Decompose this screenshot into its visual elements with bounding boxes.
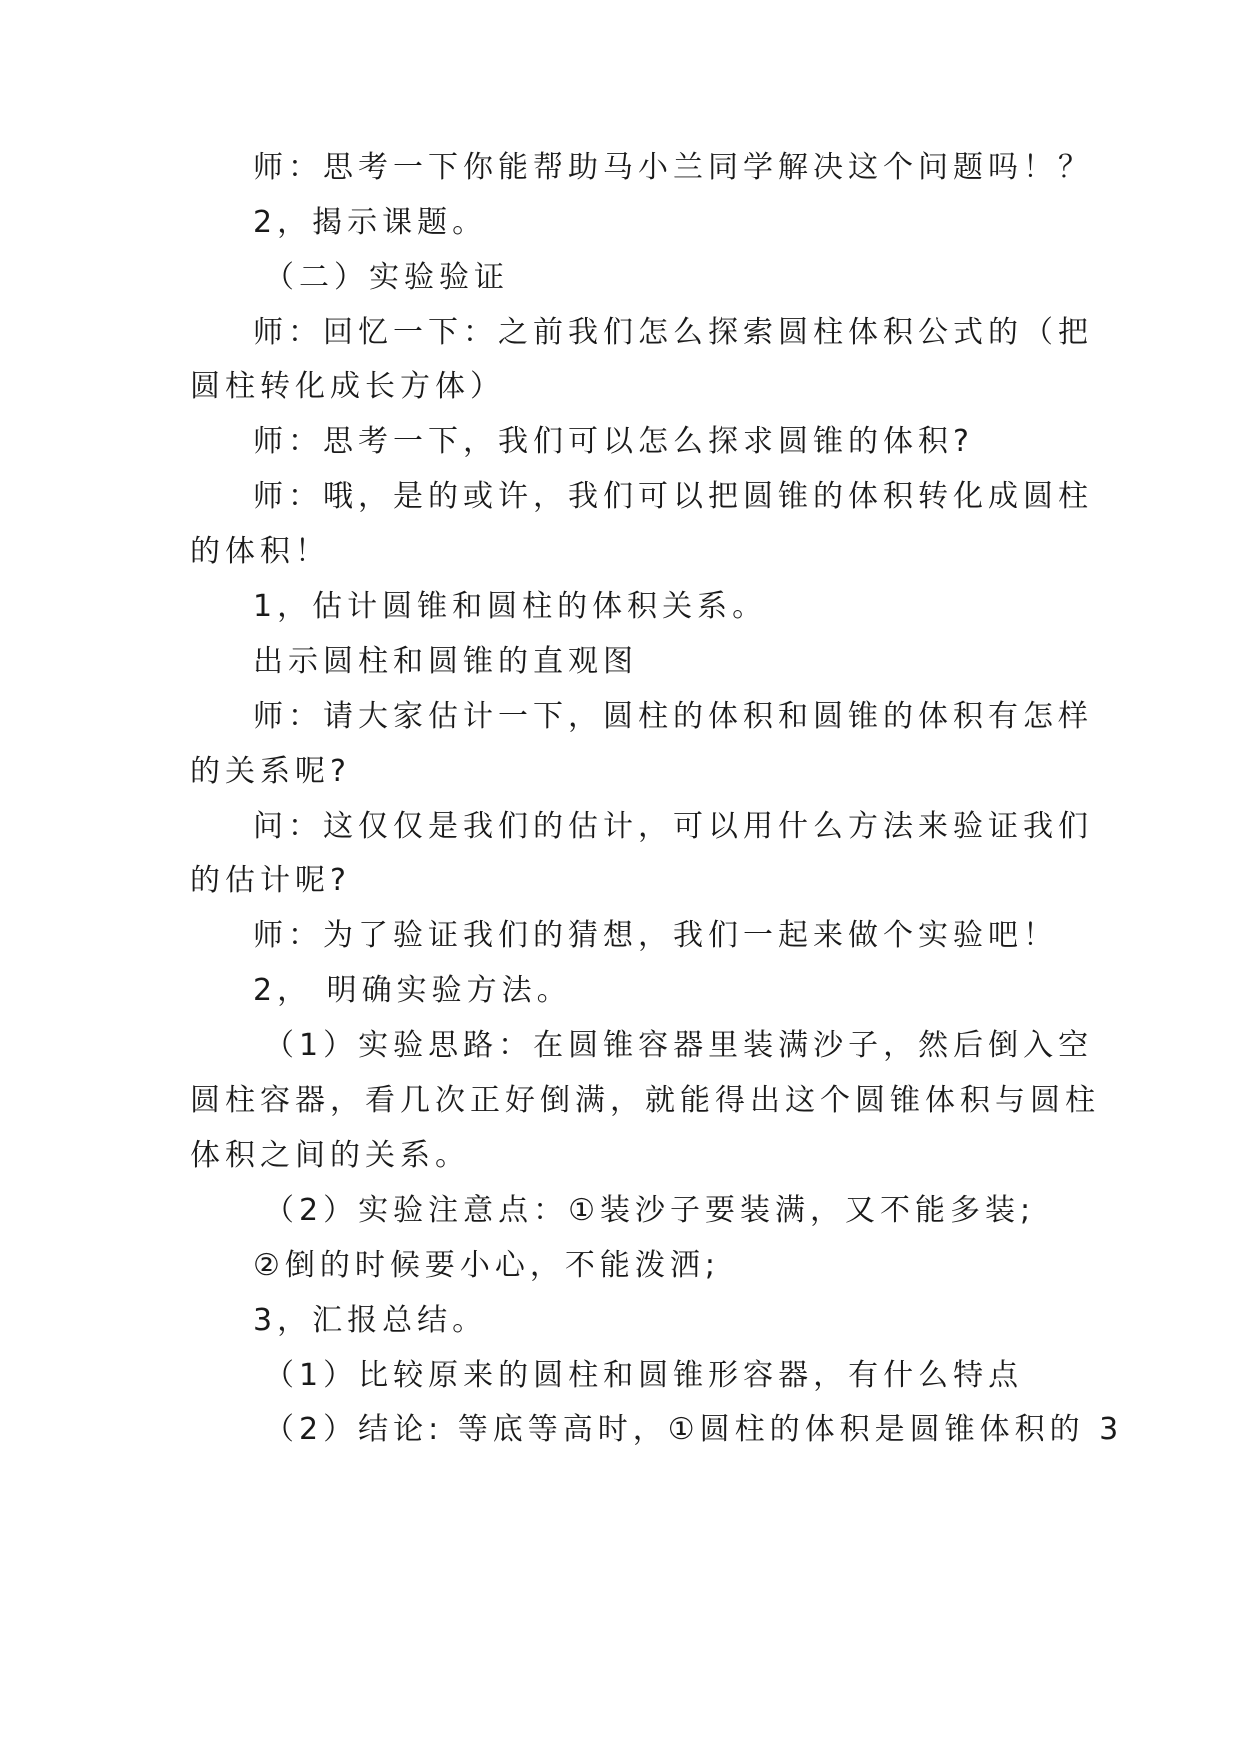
paragraph-line: 圆柱容器，看几次正好倒满，就能得出这个圆锥体积与圆柱 xyxy=(190,1083,1100,1118)
paragraph-line: 体积之间的关系。 xyxy=(190,1138,470,1173)
paragraph-line: 出示圆柱和圆锥的直观图 xyxy=(253,644,638,679)
paragraph-line: 2，揭示课题。 xyxy=(253,205,488,240)
paragraph-line: 师：为了验证我们的猜想，我们一起来做个实验吧！ xyxy=(253,918,1058,953)
paragraph-line: 问：这仅仅是我们的估计，可以用什么方法来验证我们 xyxy=(253,809,1093,844)
paragraph-line: 的体积！ xyxy=(190,534,330,569)
paragraph-line: 2， 明确实验方法。 xyxy=(253,973,572,1008)
paragraph-line: 1，估计圆锥和圆柱的体积关系。 xyxy=(253,589,768,624)
paragraph-line: 师：哦，是的或许，我们可以把圆锥的体积转化成圆柱 xyxy=(253,479,1093,514)
paragraph-line: 3，汇报总结。 xyxy=(253,1303,488,1338)
paragraph-line: （1）实验思路：在圆锥容器里装满沙子，然后倒入空 xyxy=(264,1028,1094,1063)
paragraph-line: 师：思考一下你能帮助马小兰同学解决这个问题吗！？ xyxy=(253,150,1093,185)
paragraph-line: 师：回忆一下：之前我们怎么探索圆柱体积公式的（把 xyxy=(253,315,1093,350)
paragraph-line: 师：思考一下，我们可以怎么探求圆锥的体积? xyxy=(253,424,974,459)
paragraph-line: 师：请大家估计一下，圆柱的体积和圆锥的体积有怎样 xyxy=(253,699,1093,734)
paragraph-line: 圆柱转化成长方体） xyxy=(190,369,505,404)
paragraph-line: 的关系呢? xyxy=(190,754,351,789)
paragraph-line: 的估计呢? xyxy=(190,863,351,898)
paragraph-line: （2）结论: 等底等高时，①圆柱的体积是圆锥体积的 3 xyxy=(264,1412,1124,1447)
paragraph-line: （2）实验注意点：①装沙子要装满，又不能多装; xyxy=(264,1193,1036,1228)
paragraph-line: ②倒的时候要小心，不能泼洒; xyxy=(253,1248,721,1283)
section-heading: （二）实验验证 xyxy=(264,260,509,295)
paragraph-line: （1）比较原来的圆柱和圆锥形容器，有什么特点 xyxy=(264,1358,1024,1393)
